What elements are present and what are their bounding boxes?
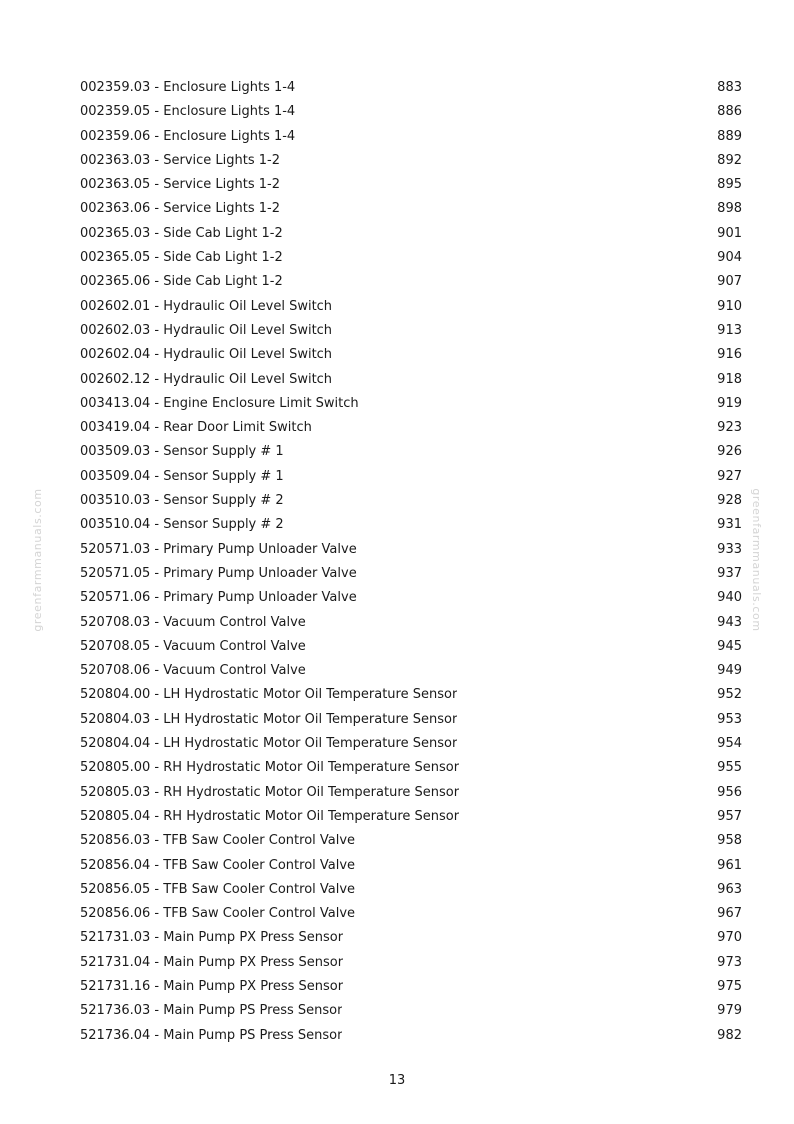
watermark-left: greenfarmmanuals.com <box>31 488 45 632</box>
toc-entry-page: 931 <box>717 517 742 533</box>
toc-entry-title: 003509.03 - Sensor Supply # 1 <box>80 444 284 460</box>
toc-entry[interactable] <box>80 440 742 464</box>
toc-entry-title: 520856.05 - TFB Saw Cooler Control Valve <box>80 881 356 897</box>
toc-entry[interactable] <box>80 878 742 902</box>
toc-entry[interactable] <box>80 489 742 513</box>
toc-entry-title: 520571.06 - Primary Pump Unloader Valve <box>80 590 357 606</box>
toc-entry[interactable] <box>80 951 742 975</box>
toc-entry-page: 970 <box>717 930 742 946</box>
toc-entry-page: 913 <box>717 322 742 338</box>
toc-entry-title: 520805.00 - RH Hydrostatic Motor Oil Temperature Sensor <box>80 760 460 776</box>
toc-entry-page: 956 <box>717 784 742 800</box>
toc-entry[interactable] <box>80 562 742 586</box>
toc-entry-title: 521731.04 - Main Pump PX Press Sensor <box>80 954 344 970</box>
toc-entry-page: 933 <box>717 541 742 557</box>
toc-entry-title: 003510.04 - Sensor Supply # 2 <box>80 517 284 533</box>
toc-entry[interactable] <box>80 368 742 392</box>
toc-entry-page: 910 <box>717 298 742 314</box>
toc-entry[interactable] <box>80 295 742 319</box>
toc-entry-title: 520708.03 - Vacuum Control Valve <box>80 614 306 630</box>
toc-entry-page: 945 <box>717 638 742 654</box>
toc-entry-title: 002359.06 - Enclosure Lights 1-4 <box>80 128 296 144</box>
toc-entry[interactable] <box>80 805 742 829</box>
toc-entry-page: 907 <box>717 274 742 290</box>
toc-entry[interactable] <box>80 975 742 999</box>
toc-entry-title: 520856.06 - TFB Saw Cooler Control Valve <box>80 906 356 922</box>
toc-entry[interactable] <box>80 125 742 149</box>
toc-entry-title: 002365.05 - Side Cab Light 1-2 <box>80 250 283 266</box>
toc-entry-title: 520571.03 - Primary Pump Unloader Valve <box>80 541 357 557</box>
toc-entry[interactable] <box>80 732 742 756</box>
toc-entry-title: 520805.04 - RH Hydrostatic Motor Oil Temperature Sensor <box>80 808 460 824</box>
toc-entry[interactable] <box>80 76 742 100</box>
toc-entry-title: 520708.06 - Vacuum Control Valve <box>80 663 306 679</box>
toc-entry-page: 926 <box>717 444 742 460</box>
toc-entry-page: 923 <box>717 420 742 436</box>
toc-entry-title: 002365.06 - Side Cab Light 1-2 <box>80 274 283 290</box>
toc-entry-page: 961 <box>717 857 742 873</box>
toc-entry[interactable] <box>80 149 742 173</box>
watermark-right: greenfarmmanuals.com <box>749 488 763 632</box>
toc-entry-page: 916 <box>717 347 742 363</box>
toc-entry[interactable] <box>80 829 742 853</box>
toc-entry[interactable] <box>80 343 742 367</box>
toc-entry[interactable] <box>80 319 742 343</box>
toc-entry-title: 003509.04 - Sensor Supply # 1 <box>80 468 284 484</box>
toc-entry-page: 898 <box>717 201 742 217</box>
toc-entry-page: 883 <box>717 80 742 95</box>
toc-entry[interactable] <box>80 854 742 878</box>
toc-entry-page: 904 <box>717 250 742 266</box>
toc-entry-title: 520804.00 - LH Hydrostatic Motor Oil Temperature Sensor <box>80 687 458 703</box>
toc-entry[interactable] <box>80 611 742 635</box>
toc-entry-page: 979 <box>717 1003 742 1019</box>
toc-entry[interactable] <box>80 100 742 124</box>
toc-entry-page: 973 <box>717 954 742 970</box>
toc-entry-title: 003419.04 - Rear Door Limit Switch <box>80 420 312 436</box>
toc-entry[interactable] <box>80 756 742 780</box>
toc-entry[interactable] <box>80 246 742 270</box>
toc-entry-page: 892 <box>717 152 742 168</box>
toc-entry-page: 937 <box>717 565 742 581</box>
toc-entry[interactable] <box>80 683 742 707</box>
toc-entry-title: 002359.03 - Enclosure Lights 1-4 <box>80 80 296 95</box>
toc-entry-page: 886 <box>717 104 742 120</box>
toc-entry-page: 889 <box>717 128 742 144</box>
toc-entry[interactable] <box>80 270 742 294</box>
page-number: 13 <box>388 1073 406 1088</box>
toc-entry[interactable] <box>80 222 742 246</box>
toc-entry-title: 002602.04 - Hydraulic Oil Level Switch <box>80 347 333 363</box>
toc-entry-page: 953 <box>717 711 742 727</box>
toc-entry-title: 002363.06 - Service Lights 1-2 <box>80 201 281 217</box>
toc-entry[interactable] <box>80 902 742 926</box>
toc-entry[interactable] <box>80 659 742 683</box>
toc-entry-title: 520856.03 - TFB Saw Cooler Control Valve <box>80 833 356 849</box>
toc-entry[interactable] <box>80 416 742 440</box>
toc-entry-page: 958 <box>717 833 742 849</box>
toc-entry-page: 943 <box>717 614 742 630</box>
toc-entry-title: 520804.04 - LH Hydrostatic Motor Oil Temperature Sensor <box>80 736 458 752</box>
toc-entry-page: 975 <box>717 978 742 994</box>
toc-entry-page: 967 <box>717 906 742 922</box>
toc-entry-title: 002363.03 - Service Lights 1-2 <box>80 152 281 168</box>
table-of-contents <box>80 76 742 1048</box>
toc-entry-page: 982 <box>717 1027 742 1043</box>
toc-entry-title: 520708.05 - Vacuum Control Valve <box>80 638 306 654</box>
toc-entry[interactable] <box>80 781 742 805</box>
toc-entry-title: 520856.04 - TFB Saw Cooler Control Valve <box>80 857 356 873</box>
toc-entry[interactable] <box>80 708 742 732</box>
toc-entry-title: 002363.05 - Service Lights 1-2 <box>80 177 281 193</box>
toc-entry-title: 002602.12 - Hydraulic Oil Level Switch <box>80 371 333 387</box>
toc-entry[interactable] <box>80 538 742 562</box>
toc-entry[interactable] <box>80 926 742 950</box>
toc-entry[interactable] <box>80 635 742 659</box>
toc-entry[interactable] <box>80 999 742 1023</box>
toc-entry-title: 002602.03 - Hydraulic Oil Level Switch <box>80 322 333 338</box>
toc-entry[interactable] <box>80 197 742 221</box>
toc-entry-page: 963 <box>717 881 742 897</box>
toc-entry-title: 520571.05 - Primary Pump Unloader Valve <box>80 565 357 581</box>
toc-entry-page: 895 <box>717 177 742 193</box>
toc-entry-title: 002602.01 - Hydraulic Oil Level Switch <box>80 298 333 314</box>
toc-entry-page: 927 <box>717 468 742 484</box>
toc-entry-page: 918 <box>717 371 742 387</box>
toc-entry[interactable] <box>80 1024 742 1048</box>
toc-entry-page: 952 <box>717 687 742 703</box>
toc-entry-page: 955 <box>717 760 742 776</box>
toc-entry-title: 521731.03 - Main Pump PX Press Sensor <box>80 930 344 946</box>
toc-entry-page: 954 <box>717 736 742 752</box>
toc-entry-page: 928 <box>717 493 742 509</box>
toc-entry-page: 940 <box>717 590 742 606</box>
toc-entry-title: 003510.03 - Sensor Supply # 2 <box>80 493 284 509</box>
toc-entry-title: 002359.05 - Enclosure Lights 1-4 <box>80 104 296 120</box>
toc-entry[interactable] <box>80 173 742 197</box>
toc-entry-page: 919 <box>717 395 742 411</box>
toc-entry-title: 002365.03 - Side Cab Light 1-2 <box>80 225 283 241</box>
toc-entry-page: 901 <box>717 225 742 241</box>
toc-entry-title: 003413.04 - Engine Enclosure Limit Switch <box>80 395 359 411</box>
toc-entry-page: 949 <box>717 663 742 679</box>
toc-entry[interactable] <box>80 392 742 416</box>
toc-entry-title: 520804.03 - LH Hydrostatic Motor Oil Temperature Sensor <box>80 711 458 727</box>
toc-entry-page: 957 <box>717 808 742 824</box>
toc-entry[interactable] <box>80 586 742 610</box>
toc-entry-title: 520805.03 - RH Hydrostatic Motor Oil Temperature Sensor <box>80 784 460 800</box>
toc-entry-title: 521736.03 - Main Pump PS Press Sensor <box>80 1003 343 1019</box>
toc-entry[interactable] <box>80 513 742 537</box>
toc-entry-title: 521731.16 - Main Pump PX Press Sensor <box>80 978 344 994</box>
toc-entry-title: 521736.04 - Main Pump PS Press Sensor <box>80 1027 343 1043</box>
toc-entry[interactable] <box>80 465 742 489</box>
